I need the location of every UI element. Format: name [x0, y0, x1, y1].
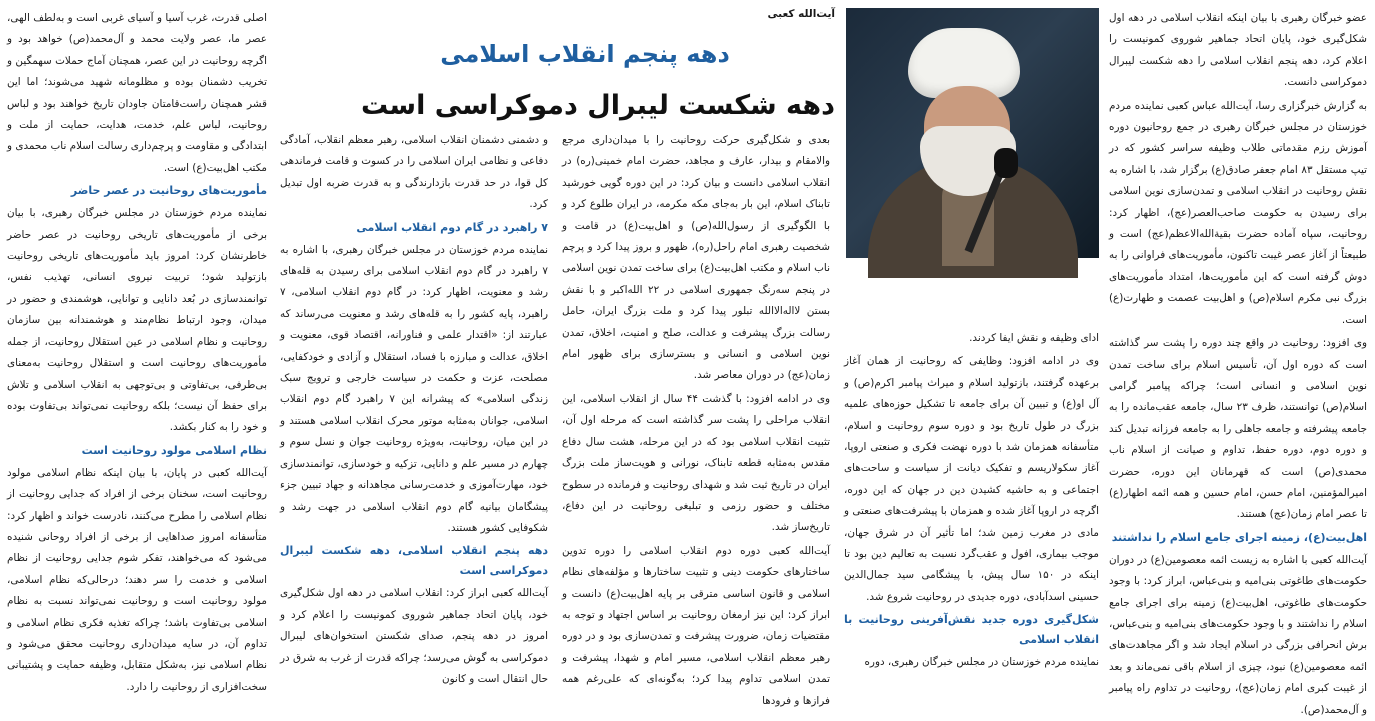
article-column-3 — [562, 130, 830, 707]
headline-sub: دهه شکست لیبرال دموکراسی است — [360, 90, 835, 121]
subheading: اهل‌بیت(ع)، زمینه اجرای جامع اسلام را نداشتند — [1111, 530, 1367, 544]
cleric-photo — [846, 8, 1099, 258]
subheading: دهه پنجم انقلاب اسلامی، دهه شکست لیبرال دموکراسی است — [280, 544, 548, 578]
paragraph: و دشمنی دشمنان انقلاب اسلامی، رهبر معظم انقلاب، آمادگی دفاعی و نظامی ایران اسلامی را در کسوت و قامت فرماندهی کل قوا، در حد قدرت بازدارندگی و به قدرت ضربه اول تبدیل کرد. — [280, 134, 548, 211]
byline: آیت‌الله کعبی — [767, 8, 835, 20]
paragraph: نماینده مردم خوزستان در مجلس خبرگان رهبری، با بیان برخی از مأموریت‌های تاریخی روحانیت در عصر حاضر خاطرنشان کرد: امروز باید مأموریت‌های تاریخی روحانیت بازتولید شود؛ تربیت نیروی انسانی، تهذیب نفس، توانمندسازی در بُعد دانایی و توانایی، هوشمندی و حضور در میدان، وجود ارتباط نظام‌مند و هوشمندانه بین سازمان روحانیت و نظام اسلامی در عین استقلال روحانیت، از جمله مأموریت‌های روحانیت است و استقلال روحانیت به‌معنای بی‌طرفی، بی‌تفاوتی و بی‌توجهی به انقلاب اسلامی و تلاش برای حفظ آن نیست؛ بلکه روحانیت نمی‌تواند بی‌تفاوت بوده و خود را به کنار بکشد. — [7, 207, 267, 434]
paragraph: آیت‌الله کعبی در پایان، با بیان اینکه نظام اسلامی مولود روحانیت است، سخنان برخی از افراد که جدایی روحانیت از نظام اسلامی را مطرح می‌کنند، نادرست خواند و اظهار کرد: متأسفانه امروز صداهایی از برخی از افراد روحانی شنیده می‌شود که می‌خواهند، تفکر شوم جدایی روحانیت از نظام اسلامی و خدمت را سر دهند؛ درحالی‌که نظام اسلامی، مولود روحانیت است و روحانیت نمی‌تواند نسبت به نظام اسلامی بی‌تفاوت باشد؛ چراکه تغذیه فکری نظام اسلامی و تداوم آن، در سایه میدان‌داری روحانیت محقق می‌شود و نظام اسلامی نیز، به‌شکل متقابل، وظیفه حمایت و پشتیبانی سخت‌افزاری از روحانیت را دارد. — [7, 466, 267, 693]
microphone-icon — [994, 148, 1018, 178]
paragraph: به گزارش خبرگزاری رسا، آیت‌الله عباس کعبی نماینده مردم خوزستان در مجلس خبرگان رهبری در جمع روحانیون دوره آموزش رزم مقدماتی طلاب وظیفه سراسر کشور که در تیپ مستقل ۸۳ امام جعفر صادق(ع) برگزار شد، با اشاره به نقش روحانیت در انقلاب اسلامی و تمدن‌سازی نوین اسلامی برای رسیدن به حکومت صاحب‌العصر(عج)، اظهار کرد: روحانیت، سپاه آماده حضرت بقیة‌الله‌الاعظم(عج) است و طبیعتاً از آغاز عصر غیبت تاکنون، مأموریت‌های فراوانی را به دوش گرفته است که این مأموریت‌ها، امتداد مأموریت‌های بزرگ نبی مکرم اسلام(ص) و اهل‌بیت عصمت و طهارت(ع) است. — [1109, 99, 1367, 326]
paragraph: نماینده مردم خوزستان در مجلس خبرگان رهبری، دوره — [864, 656, 1099, 669]
paragraph: عضو خبرگان رهبری با بیان اینکه انقلاب اسلامی در دهه اول شکل‌گیری خود، پایان اتحاد جماهیر شوروی کمونیست را اعلام کرد، دهه پنجم انقلاب اسلامی را دهه شکست لیبرال دموکراسی دانست. — [1109, 12, 1367, 89]
paragraph: وی در ادامه افزود: با گذشت ۴۴ سال از انقلاب اسلامی، این انقلاب مراحلی را پشت سر گذاشته است که مرحله اول آن، تثبیت انقلاب اسلامی بود که در این مرحله، هشت سال دفاع مقدس به‌مثابه قطعه تابناک، نورانی و هویت‌ساز ملت بزرگ ایران در تاریخ ثبت شد و شهدای روحانیت و فرمانده در سطوح مختلف و حضور رزمی و تبلیغی روحانیت در این دفاع، تاریخ‌ساز شد. — [562, 392, 830, 534]
article-column-2 — [844, 328, 1099, 670]
paragraph: ادای وظیفه و نقش ایفا کردند. — [969, 332, 1099, 344]
subheading: ۷ راهبرد در گام دوم انقلاب اسلامی — [356, 220, 548, 234]
article-column-4 — [280, 130, 548, 685]
paragraph: نماینده مردم خوزستان در مجلس خبرگان رهبری، با اشاره به ۷ راهبرد در گام دوم انقلاب اسلامی برای رسیدن به قله‌های رشد و معنویت، اظهار کرد: در گام دوم انقلاب اسلامی، ۷ راهبرد، پایه کشور را به قله‌های رشد و معنویت می‌رساند که عبارتند از: «اقتدار علمی و فناورانه، اقتصاد قوی، معنویت و اخلاق، عدالت و مبارزه با فساد، استقلال و آزادی و خودکفایی، مصلحت، عزت و حکمت در سیاست خارجی و ترویج سبک زندگی اسلامی» که پیشرانه این ۷ راهبرد گام دوم انقلاب اسلامی، جوانان به‌مثابه موتور محرک انقلاب اسلامی هستند و در این میان، روحانیت، به‌ویژه روحانیت جوان و نسل سوم و چهارم در مسیر علم و دانایی، تزکیه و خودسازی، توانمندسازی خود، مهارت‌آموزی و خدمت‌رسانی مجاهدانه و جهاد تبیین جزء پیشگامان بیانیه گام دوم انقلاب اسلامی در جهت رشد و شکوفایی کشور هستند. — [280, 243, 548, 534]
paragraph: آیت‌الله کعبی ابراز کرد: انقلاب اسلامی در دهه اول شکل‌گیری خود، پایان اتحاد جماهیر شوروی کمونیست را اعلام کرد و امروز در دهه پنجم، صدای شکستن استخوان‌های لیبرال دموکراسی به گوش می‌رسد؛ چراکه قدرت از غرب به شرق در حال انتقال است و کانون — [280, 587, 548, 685]
headline-main: دهه پنجم انقلاب اسلامی — [440, 40, 730, 68]
paragraph: وی افزود: روحانیت در واقع چند دوره را پشت سر گذاشته است که دوره اول آن، تأسیس اسلام برای ساخت تمدن نوین اسلامی و انسانی است؛ چراکه پیامبر گرامی اسلام(ص) توانستند، ظرف ۲۳ سال، جامعه عقب‌مانده را به جامعه پیشرفته و جامعه جاهلی را به جامعه فرزانه تبدیل کند و دوره دوم، دوره حفظ، تداوم و صیانت از اسلام ناب محمدی(ص) است که قهرمانان این دوره، حضرت امیرالمؤمنین، امام حسن، امام حسین و همه ائمه اطهار(ع) تا عصر امام زمان(عج) هستند. — [1109, 337, 1368, 521]
subheading: مأموریت‌های روحانیت در عصر حاضر — [70, 184, 267, 198]
paragraph: آیت‌الله کعبی با اشاره به زیست ائمه معصومین(ع) در دوران حکومت‌های طاغوتی بنی‌امیه و بنی‌عباس، ابراز کرد: با وجود حکومت‌های طاغوتی، اهل‌بیت(ع) زمینه برای اجرای جامع اسلام را نداشتند و با وجود حکومت‌های بنی‌امیه و بنی‌عباس، برش انحرافی بزرگی در اسلام ایجاد شد و اگر مجاهدت‌های ائمه معصومین(ع) نبود، چیزی از اسلام باقی نمی‌ماند و بعد از غیبت کبری امام زمان(عج)، روحانیت در تداوم راه پیامبر و آل‌محمد(ص). — [1109, 553, 1367, 716]
paragraph: اصلی قدرت، غرب آسیا و آسیای غربی است و به‌لطف الهی، عصر ما، عصر ولایت محمد و آل‌محمد(ص) خواهد بود و اگرچه روحانیت در این عصر، همچنان آماج حملات سهمگین و تخریب دشمنان بوده و مظلومانه شهید می‌شوند؛ اما این قشر همچنان راست‌قامتان جاودان تاریخ خواهند بود و لباس روحانیت، لباس علم، خدمت، هدایت، حمایت از ملت و ابتدادگی و مقاومت و پرچم‌داری رسالت اسلام ناب محمدی و مکتب اهل‌بیت(ع) است. — [7, 12, 267, 174]
paragraph: وی در ادامه افزود: وظایفی که روحانیت از همان آغاز برعهده گرفتند، بازتولید اسلام و میراث پیامبر اکرم(ص) و آل او(ع) و تبیین آن برای جامعه تا تشکیل حوزه‌های علمیه بزرگ در طول تاریخ بود و دوره سوم روحانیت و اسلام، متأسفانه همزمان شد با دوره نهضت فکری و صنعتی اروپا، آغاز سکولاریسم و تفکیک دیانت از سیاست و ساحت‌های اجتماعی و به حاشیه کشیدن دین در جهان که این دوره، اگرچه در اروپا آغاز شده و همزمان با پیشرفت‌های صنعتی و مادی در مغرب زمین شد؛ اما تأثیر آن در شرق جهان، موجب بیماری، افول و عقب‌گرد نسبت به تعالیم دین بود تا اینکه در ۱۵۰ سال پیش، با پیشگامی سید جمال‌الدین حسینی اسدآبادی، دوره جدیدی در روحانیت شروع شد. — [844, 355, 1099, 603]
paragraph: آیت‌الله کعبی دوره دوم انقلاب اسلامی را دوره تدوین ساختارهای حکومت دینی و تثبیت ساختارها و مؤلفه‌های نظام اسلامی و قانون اساسی مترقی بر پایه اهل‌بیت(ع) دانست و ابراز کرد: این نیز ارمغان روحانیت بر اساس اجتهاد و توجه به مقتضیات زمان، ضرورت پیشرفت و تمدن‌سازی بود و در دوره رهبر معظم انقلاب اسلامی، مسیر امام و شهدا، پیشرفت و تمدن اسلامی تداوم پیدا کرد؛ به‌گونه‌ای که علی‌رغم همه فرازها و فرودها — [562, 544, 830, 707]
paragraph: بعدی و شکل‌گیری حرکت روحانیت را با میدان‌داری مرجع والامقام و بیدار، عارف و مجاهد، حضرت امام خمینی(ره) در انقلاب اسلامی دانست و بیان کرد: در این دوره گویی خورشید تابناک اسلام، این بار به‌جای مکه مکرمه، در ایران طلوع کرد و با الگوگیری از رسول‌الله(ص) و اهل‌بیت(ع) در قامت و شخصیت رهبری امام راحل(ره)، ظهور و بروز پیدا کرد و پرچم ناب اسلام و مکتب اهل‌بیت(ع) برای ساخت تمدن نوین اسلامی در پنجم سه‌رنگ جمهوری اسلامی در ۲۲ الله‌اکبر و با نقش بستن لااله‌الاالله تبلور پیدا کرد و ملت بزرگ ایران، حامل رسالت بزرگ پیشرفت و عدالت، صلح و امنیت، اخلاق، تمدن نوین اسلامی و انسانی و بسترسازی برای ظهور امام زمان(عج) در دوران معاصر شد. — [562, 134, 830, 382]
article-column-5 — [7, 8, 267, 693]
article-column-1 — [1109, 8, 1368, 716]
subheading: شکل‌گیری دوره جدید نقش‌آفرینی روحانیت با انقلاب اسلامی — [844, 613, 1099, 647]
subheading: نظام اسلامی مولود روحانیت است — [81, 443, 267, 457]
